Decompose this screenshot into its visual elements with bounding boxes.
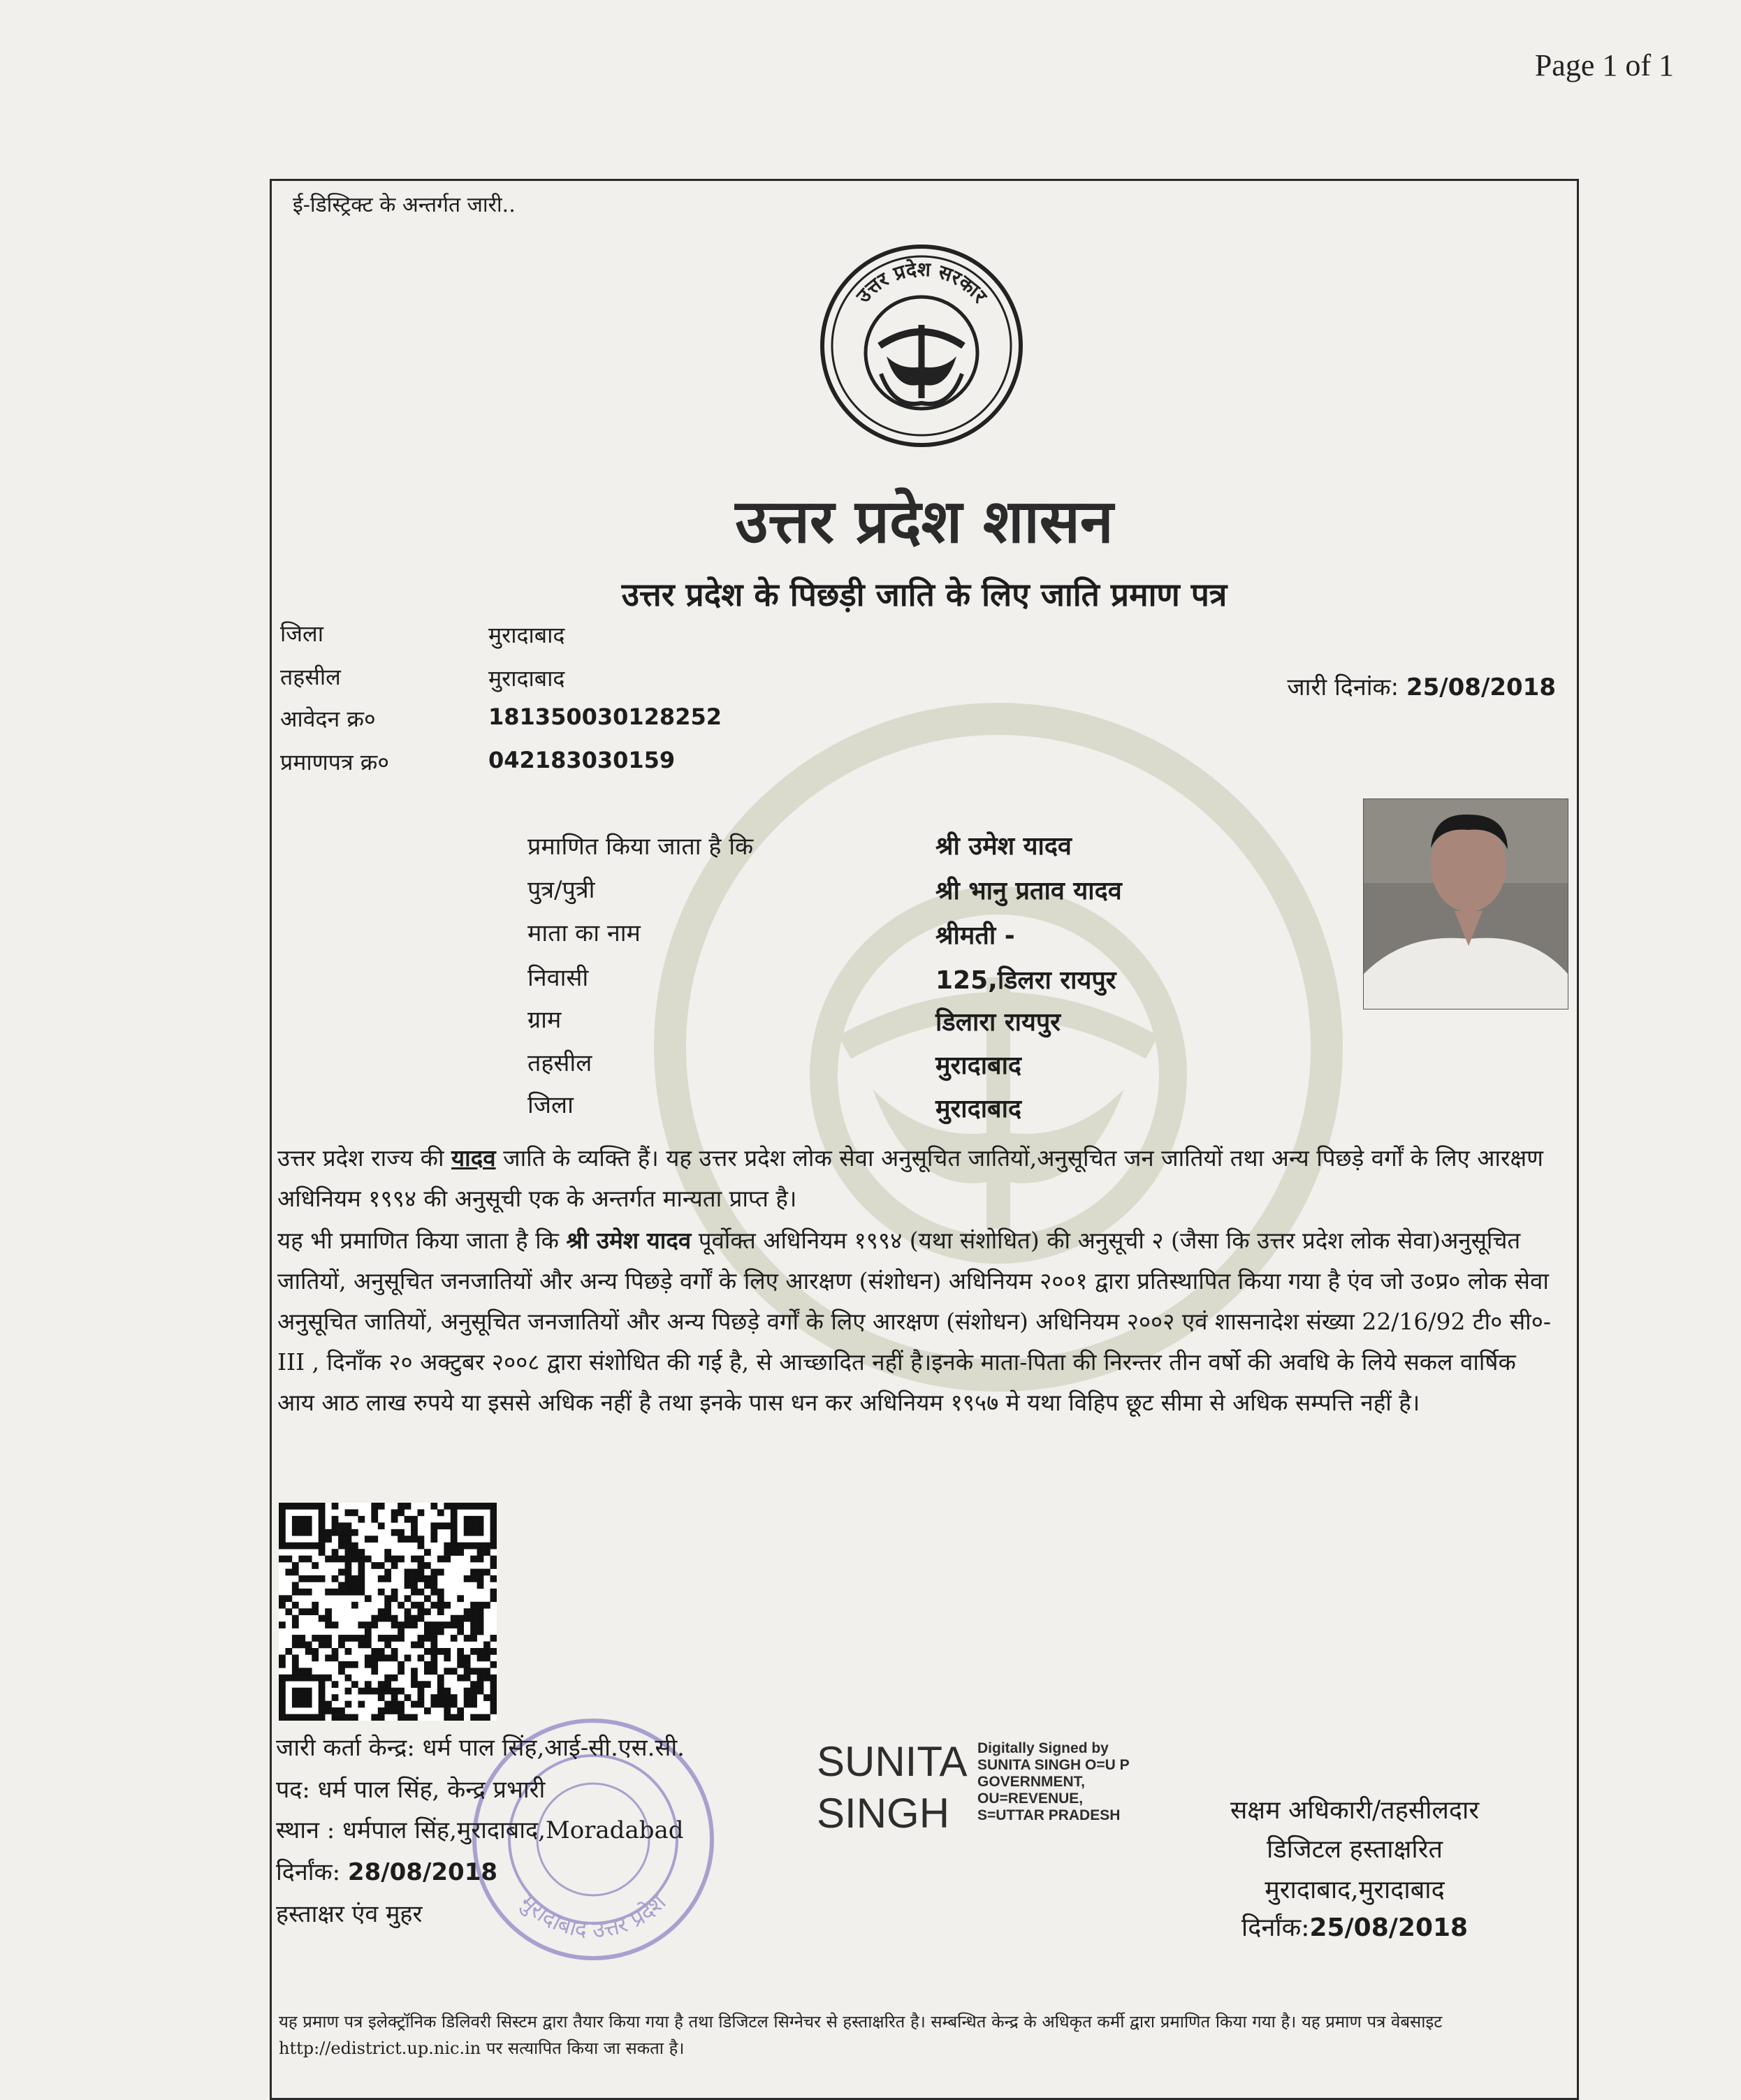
district-label: जिला xyxy=(280,620,324,647)
body-p1-end: जाति के व्यक्ति हैं। यह उत्तर प्रदेश लोक सेवा अनुसूचित जातियों,अनुसूचित जन जातियों तथा अन्य पिछड़े वर्गों के लिए आरक्षण अधिनियम १९९४ की अनुसूची एक के अन्तर्गत मान्यता प्राप्त है। xyxy=(277,1144,1543,1212)
footer-note: यह प्रमाण पत्र इलेक्ट्रॉनिक डिलिवरी सिस्टम द्वारा तैयार किया गया है तथा डिजिटल सिग्नेचर से हस्ताक्षरित है। सम्बन्धित केन्द्र के अधिकृत कर्मी द्वारा प्रमाणित किया गया है। यह प्रमाण पत्र वेबसाइट http://edistrict.up.nic.in पर सत्यापित किया जा सकता है। xyxy=(279,2012,1443,2058)
issuing-center: जारी कर्ता केन्द्र: धर्म पाल सिंह,आई-सी.एस.सी. xyxy=(276,1734,685,1762)
application-no-value: 181350030128252 xyxy=(488,703,722,730)
applicant-name: श्री उमेश यादव xyxy=(935,832,1072,861)
officer-date-label: दिर्नांक: xyxy=(1241,1913,1310,1942)
body-paragraph-2 xyxy=(277,1220,1556,1423)
svg-text:मुरादाबाद उत्तर प्रदेश xyxy=(515,1888,672,1943)
issue-date xyxy=(1287,670,1556,702)
person-tehsil-label: तहसील xyxy=(527,1049,592,1077)
signature-name-line1: SUNITA xyxy=(817,1738,968,1785)
signature-detail-line: Digitally Signed by xyxy=(977,1740,1109,1756)
signature-detail-line: S=UTTAR PRADESH xyxy=(977,1807,1121,1823)
tehsil-label: तहसील xyxy=(280,664,341,690)
certified-that-label: प्रमाणित किया जाता है कि xyxy=(527,833,754,861)
issued-under-note: ई-डिस्ट्रिक्ट के अन्तर्गत जारी.. xyxy=(293,193,516,217)
issuer-date-label: दिर्नांक: xyxy=(276,1858,341,1886)
main-title: उत्तर प्रदेश शासन xyxy=(735,487,1114,557)
village-value: डिलारा रायपुर xyxy=(935,1008,1061,1037)
issuer-date-value: 28/08/2018 xyxy=(347,1858,498,1886)
application-no-label: आवेदन क्र० xyxy=(280,706,376,732)
signature-detail-line: OU=REVENUE, xyxy=(977,1791,1084,1807)
mother-label: माता का नाम xyxy=(527,919,641,947)
officer-date xyxy=(1145,1909,1564,1944)
caste-name: यादव xyxy=(451,1144,496,1172)
resident-value: 125,डिलरा रायपुर xyxy=(935,966,1116,995)
person-tehsil-value: मुरादाबाद xyxy=(935,1051,1022,1080)
father-label: पुत्र/पुत्री xyxy=(527,876,595,904)
mother-name: श्रीमती - xyxy=(935,921,1015,950)
certificate-subtitle: उत्तर प्रदेश के पिछड़ी जाति के लिए जाति प्रमाण पत्र xyxy=(621,576,1228,613)
body-p2-start: यह भी प्रमाणित किया जाता है कि xyxy=(277,1227,567,1254)
father-name: श्री भानु प्रताव यादव xyxy=(935,877,1122,905)
certificate-frame xyxy=(270,179,1579,2100)
issue-date-label: जारी दिनांक: xyxy=(1287,673,1399,701)
officer-digital-sign: डिजिटल हस्ताक्षरित xyxy=(1267,1835,1443,1864)
certificate-no-value: 042183030159 xyxy=(488,747,676,773)
officer-date-value: 25/08/2018 xyxy=(1309,1913,1469,1942)
resident-label: निवासी xyxy=(527,964,589,992)
officer-title: सक्षम अधिकारी/तहसीलदार xyxy=(1230,1796,1480,1825)
issuer-place: स्थान : धर्मपाल सिंह,मुरादाबाद,Moradabad xyxy=(276,1816,684,1844)
body-paragraph-1 xyxy=(277,1138,1556,1219)
applicant-photo xyxy=(1363,799,1568,1009)
qr-code xyxy=(279,1503,497,1721)
person-district-value: मुरादाबाद xyxy=(935,1095,1022,1123)
certificate-no-label: प्रमाणपत्र क्र० xyxy=(280,749,389,775)
person-district-label: जिला xyxy=(527,1091,574,1119)
issuer-date xyxy=(276,1855,497,1887)
seal-text: मुरादाबाद उत्तर प्रदेश xyxy=(515,1888,671,1944)
signature-detail-line: GOVERNMENT, xyxy=(977,1774,1086,1790)
body-p2-end: पूर्वोक्त अधिनियम १९९४ (यथा संशोधित) की अनुसूची २ (जैसा कि उत्तर प्रदेश लोक सेवा)अनुसूचित जातियों, अनुसूचित जनजातियों और अन्य पिछड़े वर्गों के लिए आरक्षण (संशोधन) अधिनियम २००१ द्वारा प्रतिस्थापित किया गया है एंव जो उ०प्र० लोक सेवा अनुसूचित जातियों, अनुसूचित जनजातियों और अन्य पिछड़े वर्गों के लिए आरक्षण (संशोधन) अधिनियम २००२ एवं शासनादेश संख्या 22/16/92 टी० सी०-III , दिनाँक २० अक्टुबर २००८ द्वारा संशोधित की गई है, से आच्छादित नहीं है।इनके माता-पिता की निरन्तर तीन वर्षो की अवधि के लिये सकल वार्षिक आय आठ लाख रुपये या इससे अधिक नहीं है तथा इनके पास धन कर अधिनियम १९५७ मे यथा विहिप छूट सीमा से अधिक सम्पत्ति नहीं है। xyxy=(277,1227,1552,1416)
body-applicant-name: श्री उमेश यादव xyxy=(566,1227,692,1254)
issue-date-value: 25/08/2018 xyxy=(1406,673,1556,701)
up-government-emblem xyxy=(817,241,1026,451)
district-value: मुरादाबाद xyxy=(488,622,565,648)
officer-place: मुरादाबाद,मुरादाबाद xyxy=(1265,1876,1445,1904)
issuer-post: पद: धर्म पाल सिंह, केन्द्र प्रभारी xyxy=(276,1776,546,1804)
body-p1-start: उत्तर प्रदेश राज्य की xyxy=(277,1144,452,1172)
sign-and-seal-label: हस्ताक्षर एंव मुहर xyxy=(276,1900,423,1928)
signature-name-line2: SINGH xyxy=(817,1790,950,1837)
tehsil-value: मुरादाबाद xyxy=(488,665,565,692)
emblem-text: उत्तर प्रदेश सरकार xyxy=(851,257,992,307)
svg-text:उत्तर प्रदेश सरकार xyxy=(851,258,992,308)
digital-signature-name xyxy=(817,1736,968,1839)
digital-signature-details xyxy=(977,1740,1130,1824)
signature-detail-line: SUNITA SINGH O=U P xyxy=(977,1757,1130,1773)
page-number: Page 1 of 1 xyxy=(1534,48,1674,82)
village-label: ग्राम xyxy=(527,1006,562,1034)
